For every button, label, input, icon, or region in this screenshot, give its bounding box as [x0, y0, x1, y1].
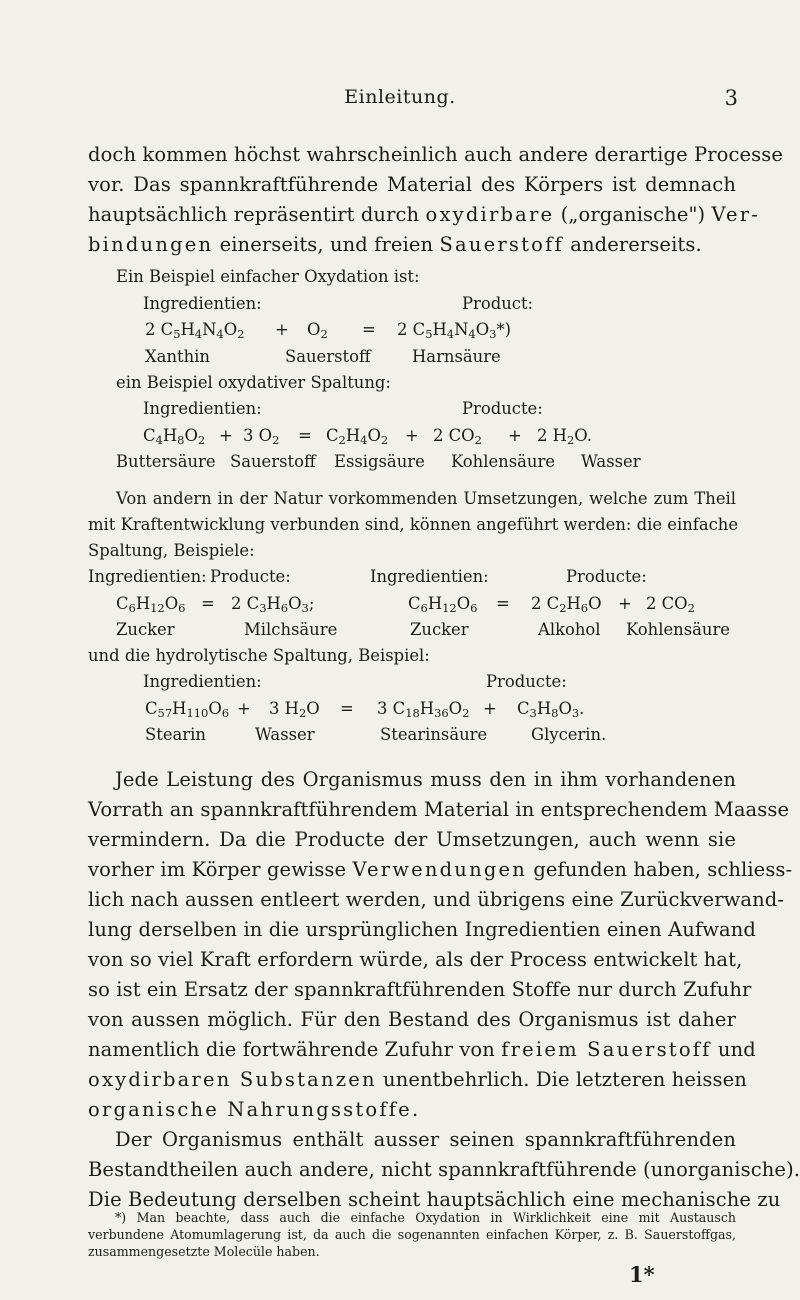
signature-mark: 1* [629, 1262, 655, 1287]
name-milchsaeure: Milchsäure [244, 620, 338, 639]
text: . [411, 1098, 419, 1121]
para1-line2: vor. Das spannkraftführende Material des Körpers ist demnach [88, 173, 736, 196]
products-label: Producte: [210, 567, 291, 586]
name-stearinsaeure: Stearinsäure [380, 725, 488, 744]
para3-line3: vermindern. Da die Producte der Umsetzungen, auch wenn sie [88, 828, 736, 851]
para3-line1: Jede Leistung des Organismus muss den in ihm vorhandenen [115, 768, 736, 791]
formula-zucker: $C_6H_{12}O_6$ [116, 594, 186, 615]
footnote-line3: zusammengesetzte Molecüle haben. [88, 1244, 320, 1259]
name-essigsaeure: Essigsäure [334, 452, 425, 471]
para3-line8: so ist ein Ersatz der spannkraftführenden Stoffe nur durch Zufuhr [88, 978, 752, 1001]
ingredients-label: Ingredientien: [370, 567, 489, 586]
para3-line10 [88, 1035, 756, 1065]
formula-alkohol: 2 $C_2H_6O$ [531, 594, 602, 615]
formula-kohlensaeure: 2 $CO_2$ [433, 426, 482, 447]
emph-oxydirbaren-substanzen: oxydirbaren Substanzen [88, 1068, 377, 1091]
plus-sign: + [237, 699, 251, 718]
name-sauerstoff: Sauerstoff [285, 347, 371, 366]
text: unentbehrlich. Die letzteren heissen [376, 1068, 747, 1091]
text: vorher im Körper gewisse [88, 858, 353, 881]
name-sauerstoff: Sauerstoff [230, 452, 316, 471]
running-title: Einleitung. [344, 86, 456, 108]
equals-sign: = [298, 426, 312, 445]
ex1-ingredients-label: Ingredientien: [143, 294, 262, 313]
formula-harnsaeure: 2 $C_5H_4N_4O_3*$) [397, 320, 512, 341]
name-zucker: Zucker [116, 620, 175, 639]
name-zucker: Zucker [410, 620, 469, 639]
formula-stearinsaeure: 3 $C_{18}H_{36}O_2$ [377, 699, 470, 720]
para2-line1: Von andern in der Natur vorkommenden Umsetzungen, welche zum Theil [116, 489, 736, 508]
para1-line3 [88, 200, 761, 230]
ingredients-label: Ingredientien: [88, 567, 207, 586]
name-kohlensaeure: Kohlensäure [626, 620, 731, 639]
name-glycerin: Glycerin. [531, 725, 607, 744]
formula-buttersaeure: $C_4H_8O_2$ [143, 426, 206, 447]
formula-glycerin: $C_3H_8O_3$. [517, 699, 585, 720]
equals-sign: = [496, 594, 510, 613]
plus-sign: + [219, 426, 233, 445]
para3-line2: Vorrath an spannkraftführendem Material in entsprechendem Maasse [88, 798, 790, 821]
products-label: Producte: [566, 567, 647, 586]
formula-stearin: $C_{57}H_{110}O_6$ [145, 699, 230, 720]
para4-line2: Bestandtheilen auch andere, nicht spannkraftführende (unorganische). [88, 1158, 800, 1181]
para3-line5: lich nach aussen entleert werden, und übrigens eine Zurückverwand- [88, 888, 785, 911]
plus-sign: + [275, 320, 289, 339]
para1-line4 [88, 230, 736, 260]
formula-zucker-2: $C_6H_{12}O_6$ [408, 594, 478, 615]
name-wasser: Wasser [581, 452, 641, 471]
text: namentlich die fortwährende Zufuhr von [88, 1038, 502, 1061]
formula-xanthin: 2 $C_5H_4N_4O_2$ [145, 320, 245, 341]
emph-freiem-sauerstoff: freiem Sauerstoff [501, 1038, 712, 1061]
name-alkohol: Alkohol [538, 620, 601, 639]
name-harnsaeure: Harnsäure [412, 347, 501, 366]
para2-line3: Spaltung, Beispiele: [88, 541, 255, 560]
para3-line6: lung derselben in die ursprünglichen Ingredientien einen Aufwand [88, 918, 756, 941]
footnote-line2: verbundene Atomumlagerung ist, da auch die sogenannten einfachen Körper, z. B. Sauerstoffgas, [88, 1227, 736, 1242]
para3-line7: von so viel Kraft erfordern würde, als der Process entwickelt hat, [88, 948, 743, 971]
formula-kohlensaeure: 2 $CO_2$ [646, 594, 695, 615]
text: und [711, 1038, 756, 1061]
ex1-intro: Ein Beispiel einfacher Oxydation ist: [116, 267, 420, 286]
ex1-product-label: Product: [462, 294, 534, 313]
equals-sign: = [362, 320, 376, 339]
ex4-products-label: Producte: [486, 672, 567, 691]
name-stearin: Stearin [145, 725, 206, 744]
plus-sign: + [618, 594, 632, 613]
para3-line4 [88, 855, 793, 885]
para3-line12 [88, 1095, 736, 1125]
formula-essigsaeure: $C_2H_4O_2$ [326, 426, 389, 447]
formula-wasser: 3 $H_2O$ [269, 699, 320, 720]
text: hauptsächlich repräsentirt durch [88, 203, 426, 226]
name-wasser: Wasser [255, 725, 315, 744]
name-buttersaeure: Buttersäure [116, 452, 216, 471]
ex2-intro: ein Beispiel oxydativer Spaltung: [116, 373, 391, 392]
text: einerseits, und freien [213, 233, 440, 256]
emph-verbindungen-a: Ver- [711, 203, 761, 226]
ex2-ingredients-label: Ingredientien: [143, 399, 262, 418]
ex4-intro: und die hydrolytische Spaltung, Beispiel: [88, 646, 430, 665]
formula-milchsaeure: 2 $C_3H_6O_3$; [231, 594, 315, 615]
emph-verbindungen-b: bindungen [88, 233, 214, 256]
formula-oxygen: $O_2$ [307, 320, 328, 341]
formula-wasser: 2 $H_2O$. [537, 426, 592, 447]
running-header [0, 86, 800, 116]
plus-sign: + [508, 426, 522, 445]
emph-verwendungen: Verwendungen [352, 858, 528, 881]
equals-sign: = [201, 594, 215, 613]
emph-organische-nahrungsstoffe: organische Nahrungsstoffe [88, 1098, 412, 1121]
para1-line1: doch kommen höchst wahrscheinlich auch andere derartige Processe [88, 143, 784, 166]
para2-line2: mit Kraftentwicklung verbunden sind, können angeführt werden: die einfache [88, 515, 739, 534]
name-xanthin: Xanthin [145, 347, 210, 366]
ex4-ingredients-label: Ingredientien: [143, 672, 262, 691]
text: gefunden haben, schliess- [527, 858, 793, 881]
page-number: 3 [724, 86, 738, 110]
text: („organische") [554, 203, 712, 226]
footnote-line1: *) Man beachte, dass auch die einfache Oxydation in Wirklichkeit eine mit Austausch [115, 1210, 736, 1225]
formula-oxygen: 3 $O_2$ [243, 426, 280, 447]
emph-oxydirbare: oxydirbare [425, 203, 555, 226]
text: andererseits. [563, 233, 702, 256]
ex2-products-label: Producte: [462, 399, 543, 418]
emph-sauerstoff: Sauerstoff [439, 233, 564, 256]
para3-line9: von aussen möglich. Für den Bestand des Organismus ist daher [88, 1008, 736, 1031]
para4-line1: Der Organismus enthält ausser seinen spannkraftführenden [115, 1128, 736, 1151]
plus-sign: + [405, 426, 419, 445]
para4-line3: Die Bedeutung derselben scheint hauptsächlich eine mechanische zu [88, 1188, 781, 1211]
plus-sign: + [483, 699, 497, 718]
para3-line11 [88, 1065, 747, 1095]
name-kohlensaeure: Kohlensäure [451, 452, 556, 471]
equals-sign: = [340, 699, 354, 718]
